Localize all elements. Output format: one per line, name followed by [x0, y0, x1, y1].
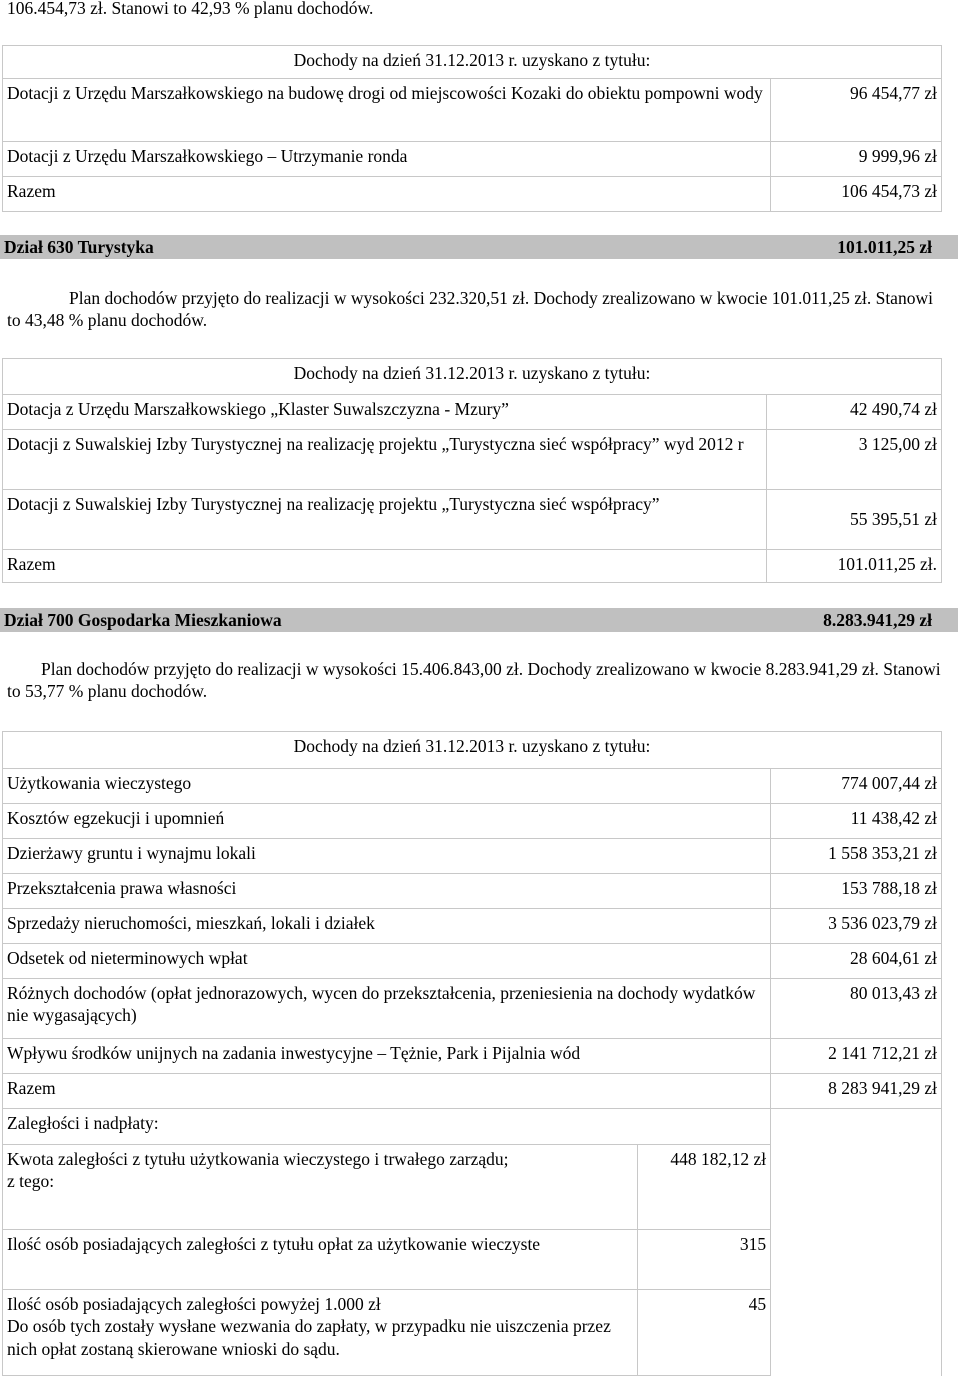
row-label: Wpływu środków unijnych na zadania inwestycyjne – Tężnie, Park i Pijalnia wód: [3, 1039, 771, 1074]
row-value: 101.011,25 zł.: [767, 550, 942, 583]
table-header: Dochody na dzień 31.12.2013 r. uzyskano z tytułu:: [3, 732, 942, 769]
arrears-value: 45: [638, 1290, 771, 1376]
arrears-value: 315: [638, 1230, 771, 1290]
intro-text: 106.454,73 zł. Stanowi to 42,93 % planu dochodów.: [7, 0, 374, 18]
row-label: Różnych dochodów (opłat jednorazowych, wycen do przekształcenia, przeniesienia na dochody wydatków nie wygasających): [3, 979, 771, 1039]
section-700-summary: Plan dochodów przyjęto do realizacji w wysokości 15.406.843,00 zł. Dochody zrealizowano w kwocie 8.283.941,29 zł. Stanowi to 53,77 % planu dochodów.: [7, 659, 941, 702]
row-value: 106 454,73 zł: [771, 177, 942, 212]
row-value: 96 454,77 zł: [771, 79, 942, 142]
row-value: 3 125,00 zł: [767, 430, 942, 490]
arrears-title: Zaległości i nadpłaty:: [3, 1109, 771, 1145]
row-label: Dzierżawy gruntu i wynajmu lokali: [3, 839, 771, 874]
section-amount: 101.011,25 zł: [837, 237, 932, 257]
row-value: 55 395,51 zł: [767, 490, 942, 550]
row-value: 11 438,42 zł: [771, 804, 942, 839]
row-value: 28 604,61 zł: [771, 944, 942, 979]
section-630-header: [0, 235, 958, 259]
row-label: Dotacji z Urzędu Marszałkowskiego – Utrzymanie ronda: [3, 142, 771, 177]
row-label: Kosztów egzekucji i upomnień: [3, 804, 771, 839]
row-value: 42 490,74 zł: [767, 395, 942, 430]
row-value: 2 141 712,21 zł: [771, 1039, 942, 1074]
row-value: 80 013,43 zł: [771, 979, 942, 1039]
row-label: Użytkowania wieczystego: [3, 769, 771, 804]
row-value: 774 007,44 zł: [771, 769, 942, 804]
section-700-header: [0, 608, 958, 632]
row-value: 3 536 023,79 zł: [771, 909, 942, 944]
row-label: Dotacji z Urzędu Marszałkowskiego na budowę drogi od miejscowości Kozaki do obiektu pompowni wody: [3, 79, 771, 142]
income-table-housing: [2, 731, 942, 1376]
income-table-tourism: [2, 358, 942, 583]
table-header: Dochody na dzień 31.12.2013 r. uzyskano z tytułu:: [3, 46, 942, 79]
row-value: 8 283 941,29 zł: [771, 1074, 942, 1109]
row-value: 9 999,96 zł: [771, 142, 942, 177]
arrears-label: Kwota zaległości z tytułu użytkowania wieczystego i trwałego zarządu; z tego:: [3, 1145, 638, 1230]
section-title: Dział 700 Gospodarka Mieszkaniowa: [4, 610, 282, 630]
arrears-label: Ilość osób posiadających zaległości powyżej 1.000 zł Do osób tych zostały wysłane wezwania do zapłaty, w przypadku nie uiszczenia przez nich opłat zostaną skierowane wnioski do sądu.: [3, 1290, 638, 1376]
section-title: Dział 630 Turystyka: [4, 237, 154, 257]
section-630-summary: Plan dochodów przyjęto do realizacji w wysokości 232.320,51 zł. Dochody zrealizowano w kwocie 101.011,25 zł. Stanowi to 43,48 % planu dochodów.: [7, 288, 933, 331]
table-header: Dochody na dzień 31.12.2013 r. uzyskano z tytułu:: [3, 359, 942, 395]
row-label: Przekształcenia prawa własności: [3, 874, 771, 909]
arrears-value: 448 182,12 zł: [638, 1145, 771, 1230]
row-label: Dotacja z Urzędu Marszałkowskiego „Klaster Suwalszczyzna - Mzury”: [3, 395, 767, 430]
empty-cell: [771, 1109, 942, 1376]
row-value: 153 788,18 zł: [771, 874, 942, 909]
row-value: 1 558 353,21 zł: [771, 839, 942, 874]
row-label: Razem: [3, 1074, 771, 1109]
row-label: Razem: [3, 550, 767, 583]
row-label: Dotacji z Suwalskiej Izby Turystycznej na realizację projektu „Turystyczna sieć współpracy” wyd 2012 r: [3, 430, 767, 490]
row-label: Razem: [3, 177, 771, 212]
income-table-roads: [2, 45, 942, 212]
section-amount: 8.283.941,29 zł: [823, 610, 932, 630]
row-label: Sprzedaży nieruchomości, mieszkań, lokali i działek: [3, 909, 771, 944]
row-label: Odsetek od nieterminowych wpłat: [3, 944, 771, 979]
row-label: Dotacji z Suwalskiej Izby Turystycznej na realizację projektu „Turystyczna sieć współpracy”: [3, 490, 767, 550]
arrears-label: Ilość osób posiadających zaległości z tytułu opłat za użytkowanie wieczyste: [3, 1230, 638, 1290]
